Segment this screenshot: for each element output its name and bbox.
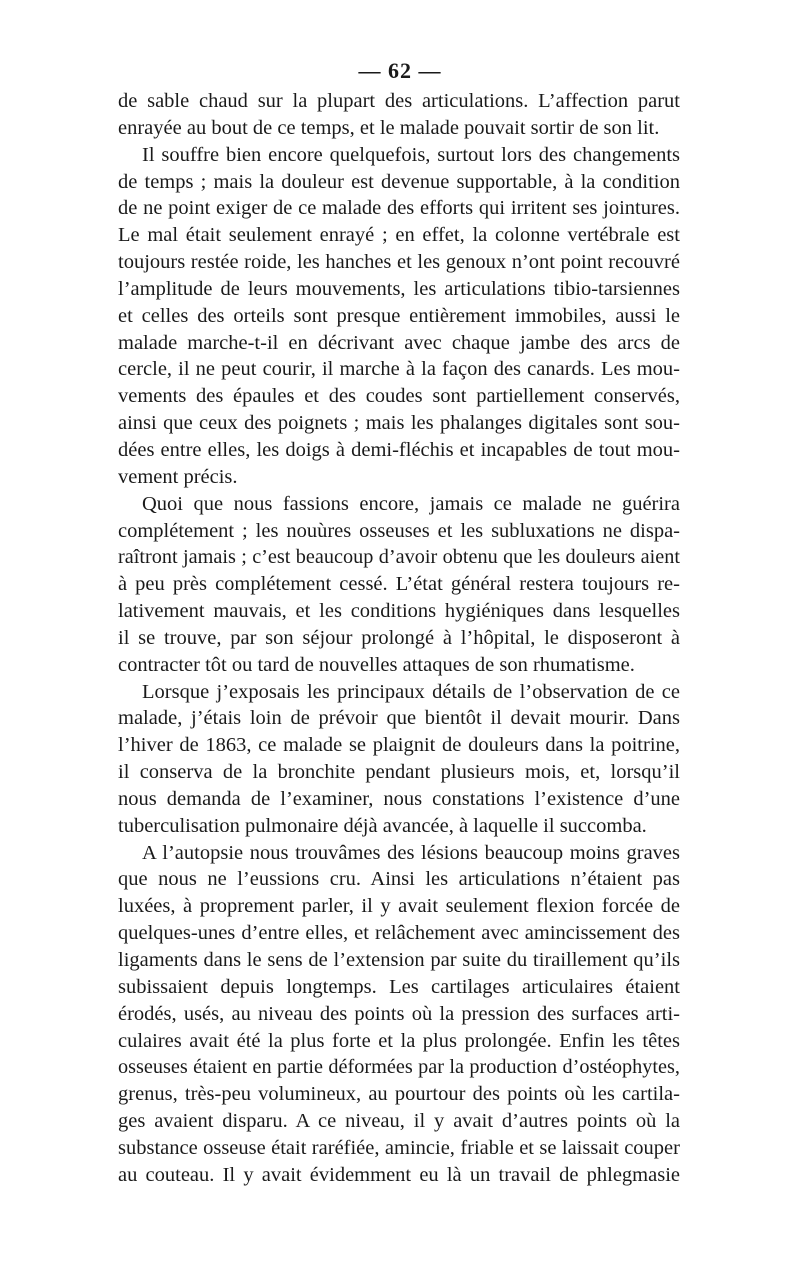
text-line: Lorsque j’exposais les principaux détails de l’observation de ce xyxy=(142,680,680,703)
text-line: vement précis. xyxy=(118,465,238,488)
text-line: subissaient depuis longtemps. Les cartilages articulaires étaient xyxy=(118,975,680,998)
text-line: malade, j’étais loin de prévoir que bientôt il devait mourir. Dans xyxy=(118,707,680,730)
text-line: complétement ; les nouùres osseuses et les subluxations ne dispa- xyxy=(118,519,680,542)
text-line: l’amplitude de leurs mouvements, les articulations tibio-tarsiennes xyxy=(118,277,680,300)
text-line: de ne point exiger de ce malade des efforts qui irritent ses jointures. xyxy=(118,197,680,220)
text-line: ges avaient disparu. A ce niveau, il y avait d’autres points où la xyxy=(118,1110,680,1133)
text-line: au couteau. Il y avait évidemment eu là un travail de phlegmasie xyxy=(118,1163,680,1186)
text-line: quelques-unes d’entre elles, et relâchement avec amincissement des xyxy=(118,922,680,945)
text-line: de temps ; mais la douleur est devenue supportable, à la condition xyxy=(118,170,680,193)
text-line: A l’autopsie nous trouvâmes des lésions beaucoup moins graves xyxy=(142,841,680,864)
text-line: il conserva de la bronchite pendant plusieurs mois, et, lorsqu’il xyxy=(118,761,680,784)
text-line: Le mal était seulement enrayé ; en effet, la colonne vertébrale est xyxy=(118,224,680,247)
text-line: cercle, il ne peut courir, il marche à la façon des canards. Les mou- xyxy=(118,358,680,381)
text-line: contracter tôt ou tard de nouvelles attaques de son rhumatisme. xyxy=(118,653,635,676)
text-line: luxées, à proprement parler, il y avait seulement flexion forcée de xyxy=(118,895,680,918)
text-line: tuberculisation pulmonaire déjà avancée, à laquelle il succomba. xyxy=(118,814,647,837)
text-line: malade marche-t-il en décrivant avec chaque jambe des arcs de xyxy=(118,331,680,354)
text-line: lativement mauvais, et les conditions hygiéniques dans lesquelles xyxy=(118,600,680,623)
text-line: à peu près complétement cessé. L’état général restera toujours re- xyxy=(118,573,680,596)
text-line: culaires avait été la plus forte et la plus prolongée. Enfin les têtes xyxy=(118,1029,680,1052)
text-line: Quoi que nous fassions encore, jamais ce malade ne guérira xyxy=(142,492,680,515)
text-line: enrayée au bout de ce temps, et le malade pouvait sortir de son lit. xyxy=(118,116,660,139)
text-line: grenus, très-peu volumineux, au pourtour des points où les cartila- xyxy=(118,1083,680,1106)
page-number: — 62 — xyxy=(358,58,442,83)
text-line: nous demanda de l’examiner, nous constations l’existence d’une xyxy=(118,787,680,810)
text-line: érodés, usés, au niveau des points où la pression des surfaces arti- xyxy=(118,1002,680,1025)
text-line: il se trouve, par son séjour prolongé à l’hôpital, le disposeront à xyxy=(118,626,680,649)
text-line: que nous ne l’eussions cru. Ainsi les articulations n’étaient pas xyxy=(118,868,680,891)
body-text xyxy=(118,88,680,1189)
text-line: et celles des orteils sont presque entièrement immobiles, aussi le xyxy=(118,304,680,327)
text-line: raîtront jamais ; c’est beaucoup d’avoir obtenu que les douleurs aient xyxy=(118,546,680,569)
text-line: l’hiver de 1863, ce malade se plaignit de douleurs dans la poitrine, xyxy=(118,734,680,757)
text-line: dées entre elles, les doigs à demi-fléchis et incapables de tout mou- xyxy=(118,438,680,461)
text-line: ainsi que ceux des poignets ; mais les phalanges digitales sont sou- xyxy=(118,412,680,435)
text-line: vements des épaules et des coudes sont partiellement conservés, xyxy=(118,385,680,408)
text-line: osseuses étaient en partie déformées par la production d’ostéophytes, xyxy=(118,1056,680,1079)
text-line: de sable chaud sur la plupart des articulations. L’affection parut xyxy=(118,90,680,112)
text-line: ligaments dans le sens de l’extension par suite du tiraillement qu’ils xyxy=(118,949,680,971)
text-line: substance osseuse était raréfiée, amincie, friable et se laissait couper xyxy=(118,1136,680,1159)
text-line: toujours restée roide, les hanches et les genoux n’ont point recouvré xyxy=(118,251,680,274)
text-line: Il souffre bien encore quelquefois, surtout lors des changements xyxy=(142,143,680,166)
